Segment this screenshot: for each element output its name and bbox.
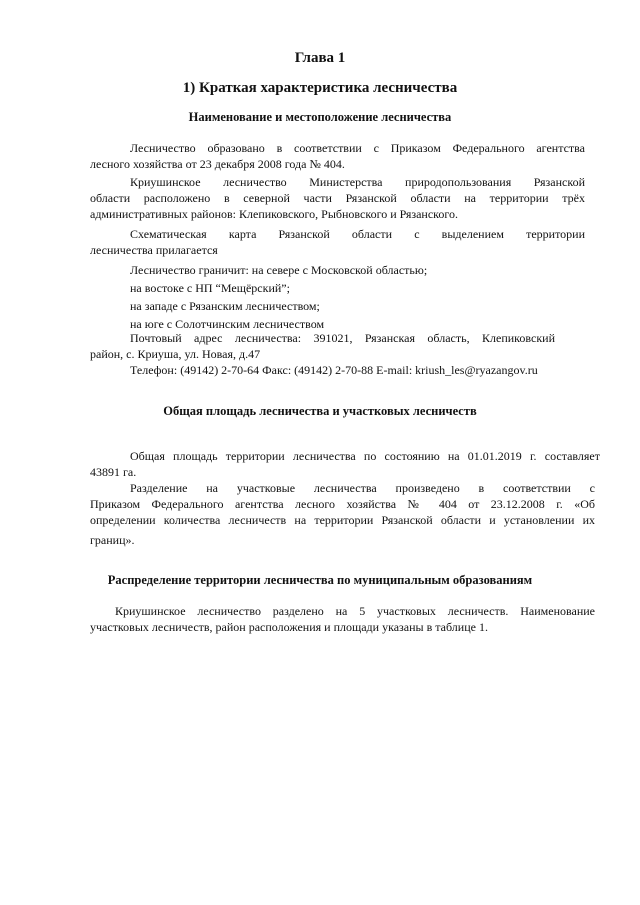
paragraph-line: границ». [90, 533, 135, 547]
border-south: на юге с Солотчинским лесничеством [130, 317, 325, 331]
heading-name-location: Наименование и местоположение лесничества [188, 110, 452, 124]
paragraph-line: Разделение на участковые лесничества произведено в соответствии с [130, 481, 595, 495]
section-title: 1) Краткая характеристика лесничества [182, 80, 458, 96]
postal-address: Почтовый адрес лесничества: 391021, Рязанская область, Клепиковский [130, 331, 555, 345]
paragraph-line: Криушинское лесничество Министерства природопользования Рязанской [130, 175, 585, 189]
chapter-title: Глава 1 [294, 50, 346, 66]
paragraph-line: Криушинское лесничество разделено на 5 участковых лесничеств. Наименование [115, 604, 595, 618]
paragraph-line: Приказом Федерального агентства лесного хозяйства № 404 от 23.12.2008 г. «Об [90, 497, 595, 511]
border-east: на востоке с НП “Мещёрский”; [130, 281, 290, 295]
border-north: Лесничество граничит: на севере с Московской областью; [130, 263, 428, 277]
paragraph-line: 43891 га. [90, 465, 137, 479]
paragraph-line: участковых лесничеств, район расположения и площади указаны в таблице 1. [90, 620, 488, 634]
paragraph-line: области расположено в северной части Рязанской области на территории трёх [90, 191, 585, 205]
heading-distribution: Распределение территории лесничества по муниципальным образованиям [107, 573, 533, 587]
postal-address-cont: район, с. Криуша, ул. Новая, д.47 [90, 347, 261, 361]
contact-phone: Телефон: (49142) 2-70-64 Факс: (49142) 2-70-88 E-mail: kriush_les@ryazangov.ru [130, 363, 538, 377]
heading-total-area: Общая площадь лесничества и участковых лесничеств [163, 404, 477, 418]
paragraph-line: Схематическая карта Рязанской области с выделением территории [130, 227, 585, 241]
border-west: на западе с Рязанским лесничеством; [130, 299, 320, 313]
paragraph-line: административных районов: Клепиковского, Рыбновского и Рязанского. [90, 207, 459, 221]
paragraph-line: лесного хозяйства от 23 декабря 2008 года № 404. [90, 157, 345, 171]
paragraph-line: Общая площадь территории лесничества по состоянию на 01.01.2019 г. составляет [130, 449, 600, 463]
paragraph-line: лесничества прилагается [90, 243, 218, 257]
paragraph-line: Лесничество образовано в соответствии с Приказом Федерального агентства [130, 141, 585, 155]
paragraph-line: определении количества лесничеств на территории Рязанской области и установлении их [90, 513, 595, 527]
